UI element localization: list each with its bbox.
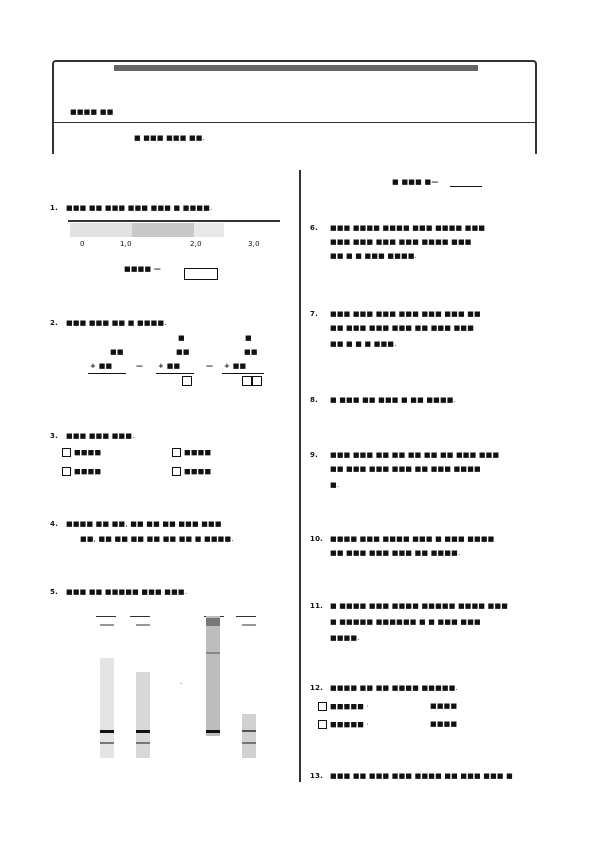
q2-digit: ■■ <box>110 348 124 356</box>
q3-option[interactable]: ■■■■ <box>172 448 211 458</box>
q12-option[interactable]: ■■■■ <box>430 702 458 710</box>
item-line: ■■■■ ■■■ ■■■■ ■■■ ■ ■■■ ■■■■ <box>330 535 495 543</box>
item-line: ■■ ■■■ ■■■ ■■■ ■■ ■■■ ■■■ <box>330 324 475 332</box>
item-line: ■ ■■■■■ ■■■■■■ ■ ■ ■■■ ■■■ <box>330 618 481 626</box>
item-line: ■■■ ■■■ ■■ ■■ ■■ ■■ ■■ ■■■ ■■■ <box>330 451 500 459</box>
q1-number: 1. <box>50 204 58 212</box>
q2-sum-line <box>156 373 194 374</box>
q4-text-line2: ■■, ■■ ■■ ■■ ■■ ■■ ■■ ■ ■■■■. <box>80 535 234 543</box>
q5-text: ■■■ ■■ ■■■■■ ■■■ ■■■. <box>66 588 188 596</box>
q3-option[interactable]: ■■■■ <box>172 467 211 477</box>
q5-figure: · <box>96 612 256 760</box>
q2-op: — <box>206 362 214 370</box>
q13-text: ■■■ ■■ ■■■ ■■■ ■■■■ ■■ ■■■ ■■■ ■ <box>330 772 513 780</box>
q1-number-line <box>68 220 280 222</box>
q13-number: 13. <box>310 772 324 780</box>
checkbox-icon <box>172 448 181 457</box>
q3-text: ■■■ ■■■ ■■■. <box>66 432 135 440</box>
q5-bar <box>206 612 220 760</box>
q12-option[interactable]: ■■■■ <box>430 720 458 728</box>
q1-answer-label: ■■■■ — <box>124 265 162 273</box>
item-line: ■■■ ■■■■ ■■■■ ■■■ ■■■■ ■■■ <box>330 224 486 232</box>
item-line: ■■■ ■■■ ■■■ ■■■ ■■■ ■■■ ■■ <box>330 310 481 318</box>
q2-digit: ■■ <box>176 348 190 356</box>
checkbox-icon <box>62 448 71 457</box>
q12-option[interactable]: ■■■■■ · <box>318 720 369 730</box>
item-number: 9. <box>310 451 318 459</box>
q1-answer-box[interactable] <box>184 263 218 282</box>
q2-sum-line <box>222 373 264 374</box>
q12-text: ■■■■ ■■ ■■ ■■■■ ■■■■■. <box>330 684 458 692</box>
q1-text: ■■■ ■■ ■■■ ■■■ ■■■ ■ ■■■■. <box>66 204 213 212</box>
q5-bar <box>100 612 114 760</box>
q1-bar-segment <box>70 223 132 237</box>
item-line: ■ ■■■■ ■■■ ■■■■ ■■■■■ ■■■■ ■■■ <box>330 602 509 610</box>
item-line: ■■ ■■■ ■■■ ■■■ ■■ ■■■■. <box>330 549 461 557</box>
q4-text: ■■■■ ■■ ■■, ■■ ■■ ■■ ■■■ ■■■ <box>66 520 222 528</box>
item-number: 11. <box>310 602 324 610</box>
header-divider <box>54 122 535 123</box>
q5-bar <box>242 612 256 760</box>
item-line: ■■ ■ ■ ■■■ ■■■■. <box>330 252 418 260</box>
column-divider <box>299 170 301 782</box>
checkbox-icon <box>62 467 71 476</box>
q1-tick-label: 1,0 <box>120 240 132 248</box>
q2-sum-line <box>88 373 126 374</box>
q2-digit: ■■ <box>244 348 258 356</box>
q2-addend: + ■■ <box>224 362 247 370</box>
checkbox-icon <box>318 720 327 729</box>
q1-tick-label: 3,0 <box>248 240 260 248</box>
q4-number: 4. <box>50 520 58 528</box>
q1-tick-label: 2,0 <box>190 240 202 248</box>
header-subtitle: ■ ■■■ ■■■ ■■. <box>134 134 206 142</box>
q2-op: — <box>136 362 144 370</box>
q2-addend: + ■■ <box>90 362 113 370</box>
q2-blank-box[interactable] <box>242 376 252 386</box>
header-box <box>52 60 537 154</box>
header-title-bar <box>114 65 478 71</box>
q2-blank-box[interactable] <box>182 376 192 386</box>
q12-number: 12. <box>310 684 324 692</box>
right-top-label: ■ ■■■ ■— <box>392 178 439 186</box>
item-line: ■■■ ■■■ ■■■ ■■■ ■■■■ ■■■ <box>330 238 472 246</box>
item-line: ■■■■. <box>330 634 360 642</box>
q2-digit: ■ <box>245 334 252 342</box>
item-number: 10. <box>310 535 324 543</box>
checkbox-icon <box>318 702 327 711</box>
checkbox-icon <box>172 467 181 476</box>
q3-option[interactable]: ■■■■ <box>62 448 101 458</box>
q5-number: 5. <box>50 588 58 596</box>
q1-bar-segment <box>194 223 224 237</box>
right-answer-blank[interactable] <box>450 176 482 187</box>
answer-box-icon <box>184 268 218 280</box>
item-number: 7. <box>310 310 318 318</box>
item-line: ■. <box>330 481 340 489</box>
item-number: 6. <box>310 224 318 232</box>
q2-blank-box[interactable] <box>252 376 262 386</box>
exam-label: ■■■■ ■■ <box>70 108 114 116</box>
q2-addend: + ■■ <box>158 362 181 370</box>
q1-bar-segment <box>132 223 194 237</box>
q3-option[interactable]: ■■■■ <box>62 467 101 477</box>
q3-number: 3. <box>50 432 58 440</box>
item-line: ■■ ■ ■ ■ ■■■. <box>330 340 397 348</box>
q2-text: ■■■ ■■■ ■■ ■ ■■■■. <box>66 319 167 327</box>
item-line: ■ ■■■ ■■ ■■■ ■ ■■ ■■■■. <box>330 396 456 404</box>
q2-number: 2. <box>50 319 58 327</box>
item-number: 8. <box>310 396 318 404</box>
q1-tick-label: 0 <box>80 240 85 248</box>
item-line: ■■ ■■■ ■■■ ■■■ ■■ ■■■ ■■■■ <box>330 465 481 473</box>
q2-digit: ■ <box>178 334 185 342</box>
q5-bar <box>136 612 150 760</box>
q12-option[interactable]: ■■■■■ · <box>318 702 369 712</box>
